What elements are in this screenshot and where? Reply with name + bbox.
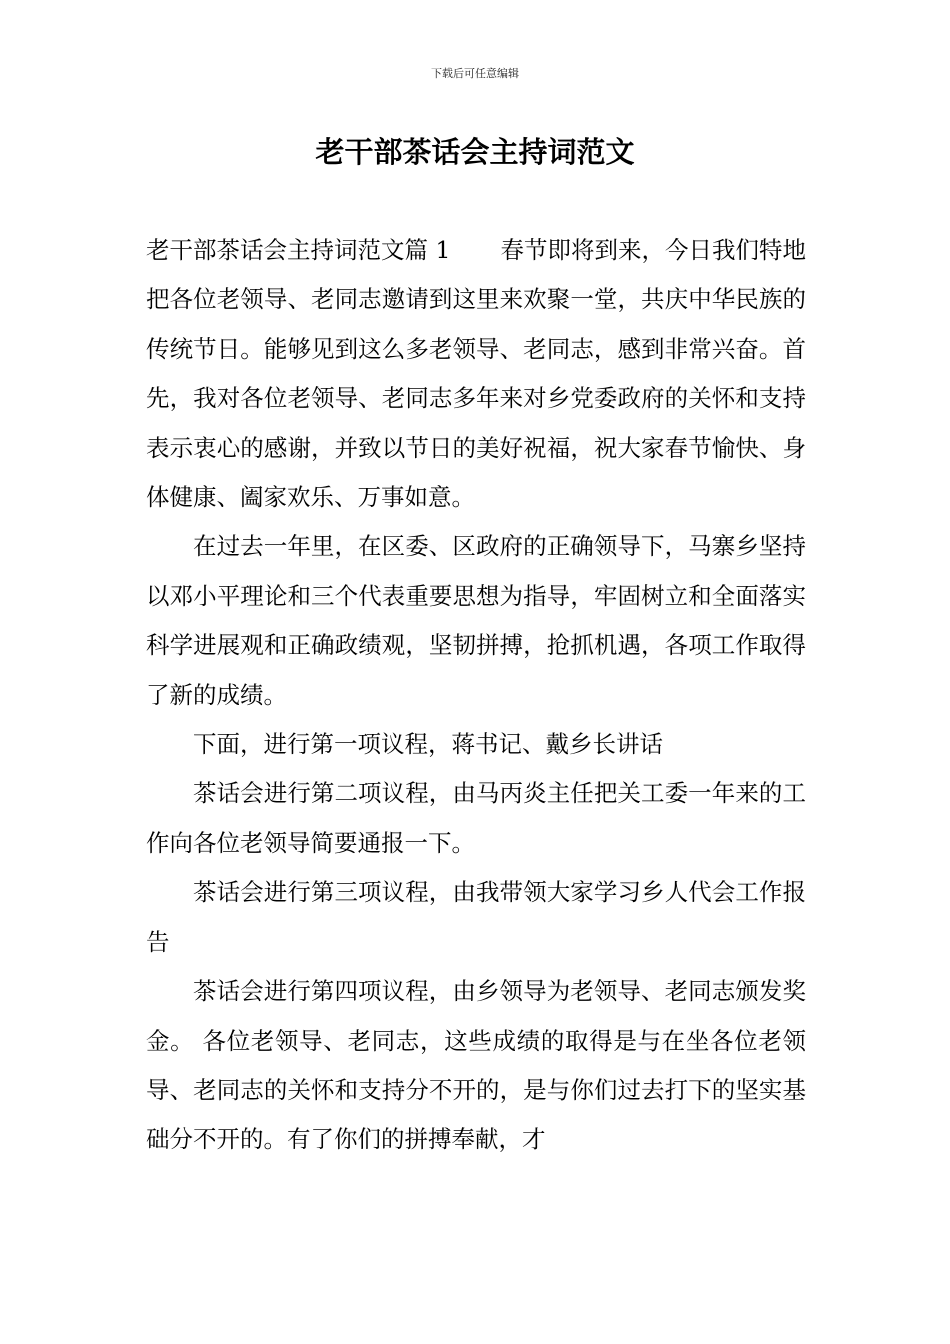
paragraph-3: 下面，进行第一项议程，蒋书记、戴乡长讲话 [193, 730, 663, 759]
paragraph-text: 春节即将到来，今日我们特地把各位老领导、老同志邀请到这里来欢聚一堂，共庆中华民族的传统节日。能够见到这么多老领导、老同志，感到非常兴奋。首先，我对各位老领导、老同志多年来对乡党委政府的关怀和支持表示衷心的感谢，并致以节日的美好祝福，祝大家春节愉快、身体健康、阖家欢乐、万事如意。 [146, 236, 807, 512]
document-title: 老干部茶话会主持词范文 [315, 135, 635, 169]
section-heading: 老干部茶话会主持词范文篇 1 [146, 236, 451, 264]
paragraph-4: 茶话会进行第二项议程，由马丙炎主任把关工委一年来的工作向各位老领导简要通报一下。 [146, 779, 806, 857]
paragraph-5: 茶话会进行第三项议程，由我带领大家学习乡人代会工作报告 [146, 878, 806, 956]
paragraph-2: 在过去一年里，在区委、区政府的正确领导下，马寨乡坚持以邓小平理论和三个代表重要思想为指导，牢固树立和全面落实科学进展观和正确政绩观，坚韧拼搏，抢抓机遇，各项工作取得了新的成绩。 [146, 532, 806, 709]
paragraph-6: 茶话会进行第四项议程，由乡领导为老领导、老同志颁发奖金。 各位老领导、老同志，这些成绩的取得是与在坐各位老领导、老同志的关怀和支持分不开的，是与你们过去打下的坚实基础分不开的。有了你们的拼搏奉献，才 [146, 977, 806, 1154]
paragraph-1 [146, 226, 806, 522]
header-note: 下载后可任意编辑 [431, 67, 519, 80]
document-body [146, 226, 806, 1165]
